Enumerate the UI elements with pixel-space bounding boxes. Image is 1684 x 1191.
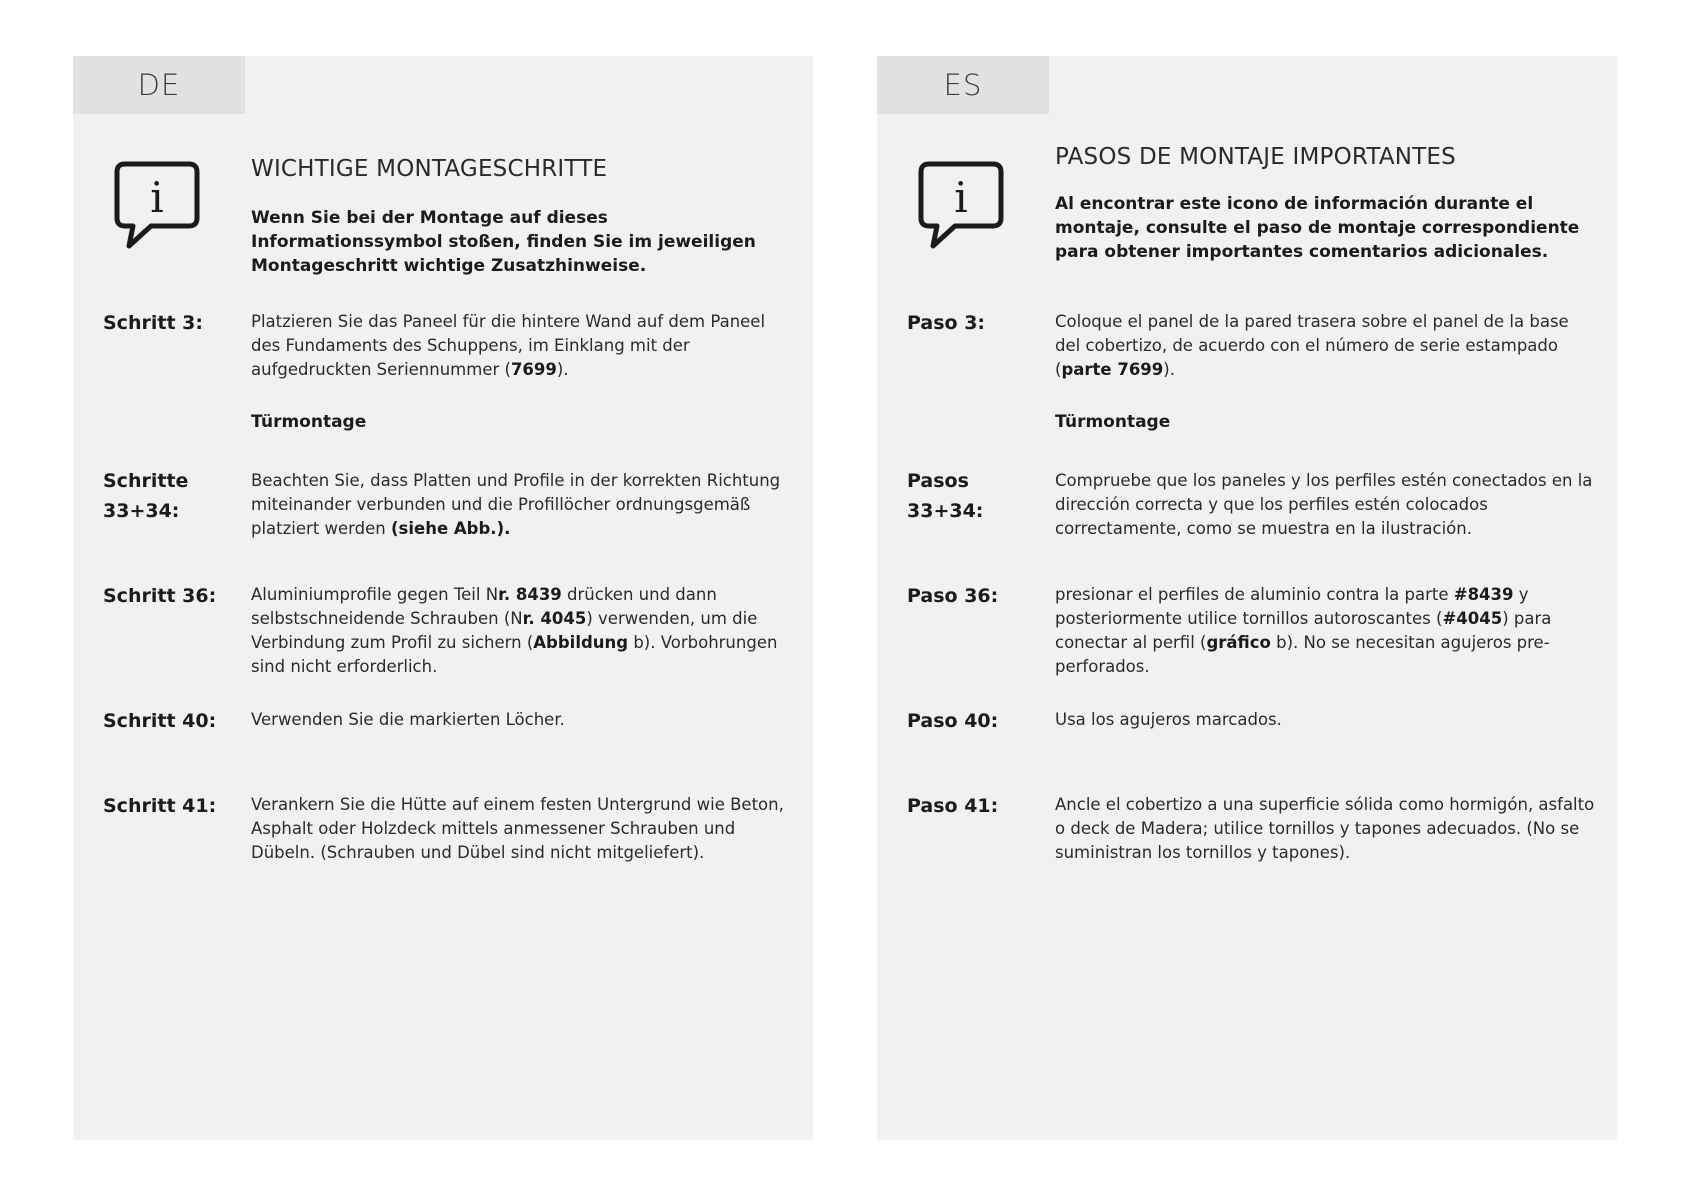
door-assembly-subheading: Türmontage (251, 412, 367, 432)
step-label: Schritt 3: (103, 312, 203, 334)
step-label: Paso 36: (907, 585, 999, 607)
panel-es (877, 56, 1617, 1140)
step-label: Schritte 33+34: (103, 470, 189, 522)
intro-text: Al encontrar este icono de información durante el montaje, consulte el paso de montaje correspondiente para obtener importantes comentarios adicionales. (1055, 194, 1580, 262)
step-text: Platzieren Sie das Paneel für die hintere Wand auf dem Paneel des Fundaments des Schuppens, im Einklang mit der aufgedruckten Seriennummer (7699). (251, 312, 766, 379)
step-text: Verankern Sie die Hütte auf einem festen Untergrund wie Beton, Asphalt oder Holzdeck mittels anmessener Schrauben und Dübeln. (Schrauben und Dübel sind nicht mitgeliefert). (251, 795, 784, 862)
step-text: Aluminiumprofile gegen Teil Nr. 8439 drücken und dann selbstschneidende Schrauben (Nr. 4045) verwenden, um die Verbindung zum Profil zu sichern (Abbildung b). Vorbohrungen sind nicht erforderlich. (251, 585, 778, 676)
language-tab-de: DE (73, 56, 245, 114)
info-speech-bubble-icon (915, 158, 1007, 254)
intro-text: Wenn Sie bei der Montage auf dieses Informationssymbol stoßen, finden Sie im jeweiligen Montageschritt wichtige Zusatzhinweise. (251, 208, 756, 276)
step-label: Pasos 33+34: (907, 470, 984, 522)
step-text: Coloque el panel de la pared trasera sobre el panel de la base del cobertizo, de acuerdo con el número de serie estampado (parte 7699). (1055, 312, 1569, 379)
step-label: Paso 3: (907, 312, 986, 334)
step-label: Schritt 41: (103, 795, 217, 817)
step-text: Ancle el cobertizo a una superficie sólida como hormigón, asfalto o deck de Madera; utilice tornillos y tapones adecuados. (No se suministran los tornillos y tapones). (1055, 795, 1595, 862)
section-title: PASOS DE MONTAJE IMPORTANTES (1055, 144, 1456, 170)
step-text: Usa los agujeros marcados. (1055, 710, 1282, 729)
step-text: Compruebe que los paneles y los perfiles estén conectados en la dirección correcta y que los perfiles estén colocados correctamente, como se muestra en la ilustración. (1055, 471, 1593, 538)
step-label: Paso 41: (907, 795, 999, 817)
svg-text:i: i (954, 173, 968, 222)
door-assembly-subheading: Türmontage (1055, 412, 1171, 432)
language-tab-es: ES (877, 56, 1049, 114)
section-title: WICHTIGE MONTAGESCHRITTE (251, 156, 608, 182)
step-label: Schritt 36: (103, 585, 217, 607)
step-label: Paso 40: (907, 710, 999, 732)
step-label: Schritt 40: (103, 710, 217, 732)
svg-text:i: i (150, 173, 164, 222)
step-text: presionar el perfiles de aluminio contra la parte #8439 y posteriormente utilice tornillos autoroscantes (#4045) para conectar al perfil (gráfico b). No se necesitan agujeros pre-perforados. (1055, 585, 1552, 676)
info-speech-bubble-icon (111, 158, 203, 254)
step-text: Beachten Sie, dass Platten und Profile in der korrekten Richtung miteinander verbunden und die Profillöcher ordnungsgemäß platziert werden (siehe Abb.). (251, 471, 781, 538)
step-text: Verwenden Sie die markierten Löcher. (251, 710, 565, 729)
panel-de (73, 56, 813, 1140)
